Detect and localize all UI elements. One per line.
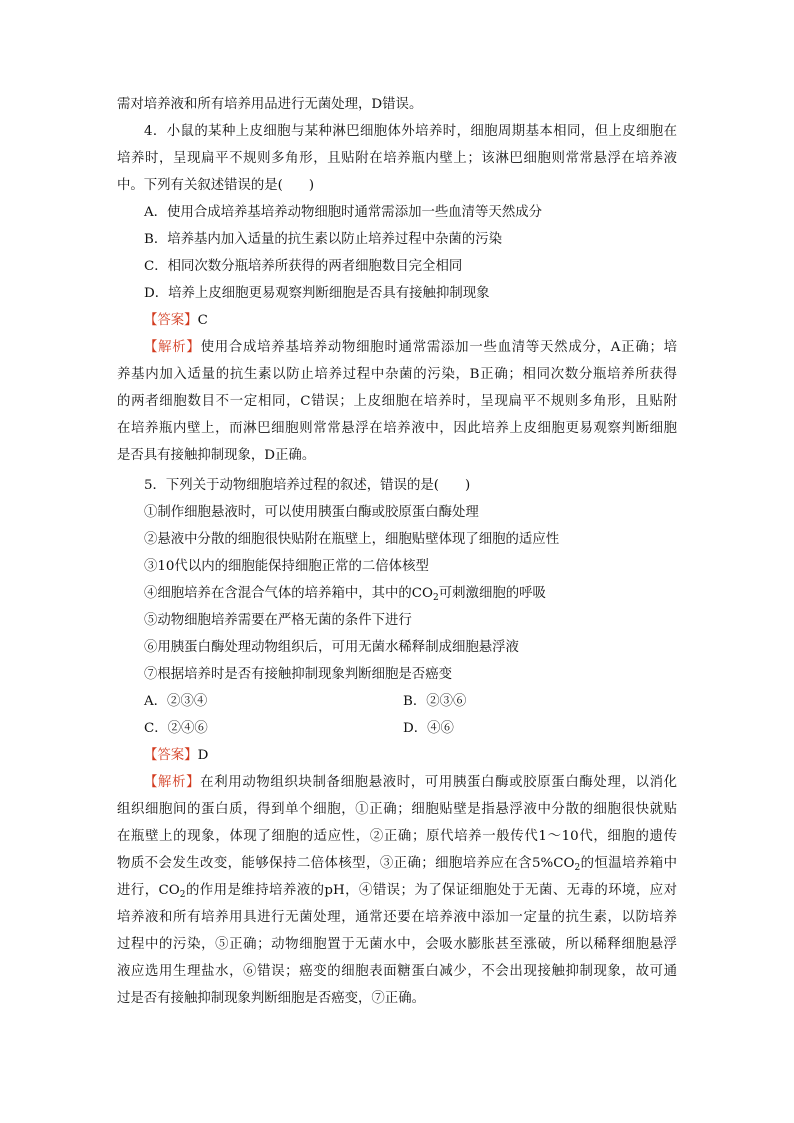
q5-item-3: ③10代以内的细胞能保持细胞正常的二倍体核型 [144, 559, 429, 574]
analysis-tag: 【解析】 [144, 775, 201, 790]
q5-analysis-line-9: 过是否有接触抑制现象判断细胞是否癌变，⑦正确。 [117, 991, 425, 1006]
q4-analysis-line-5: 是否具有接触抑制现象，D正确。 [117, 448, 316, 463]
answer-value: C [197, 313, 208, 328]
q5-analysis-line-6: 培养液和所有培养用具进行无菌处理，通常还要在培养液中添加一定量的抗生素，以防培养 [117, 910, 677, 925]
q4-stem-line-3: 中。下列有关叙述错误的是( ) [117, 178, 315, 193]
q4-answer [144, 312, 208, 330]
q4-analysis-line-4: 在培养瓶内壁上，而淋巴细胞则常常悬浮在培养液中，因此培养上皮细胞更易观察判断细胞 [117, 421, 677, 436]
q5-item-1: ①制作细胞悬液时，可以使用胰蛋白酶或胶原蛋白酶处理 [144, 505, 479, 520]
q5-analysis-line-3: 在瓶壁上的现象，体现了细胞的适应性，②正确；原代培养一般传代1～10代，细胞的遗传 [117, 829, 677, 844]
q5-analysis-line-8: 液应选用生理盐水，⑥错误；癌变的细胞表面糖蛋白减少，不会出现接触抑制现象，故可通 [117, 964, 677, 979]
answer-tag: 【答案】 [144, 313, 198, 328]
q5-analysis-line-2: 组织细胞间的蛋白质，得到单个细胞，①正确；细胞贴壁是指悬浮液中分散的细胞很快就贴 [117, 802, 677, 817]
q5-analysis-line-1: 【解析】在利用动物组织块制备细胞悬液时，可用胰蛋白酶或胶原蛋白酶处理，以消化 [144, 775, 678, 790]
q5-item-6: ⑥用胰蛋白酶处理动物组织后，可用无菌水稀释制成细胞悬浮液 [144, 640, 519, 655]
q5-item-7: ⑦根据培养时是否有接触抑制现象判断细胞是否癌变 [144, 667, 452, 682]
carryover-line: 需对培养液和所有培养用品进行无菌处理，D错误。 [117, 97, 423, 112]
q5-item-2: ②悬液中分散的细胞很快贴附在瓶壁上，细胞贴壁体现了细胞的适应性 [144, 532, 560, 547]
q5-answer [144, 747, 208, 765]
q4-analysis-line-3: 的两者细胞数目不一定相同，C错误；上皮细胞在培养时，呈现扁平不规则多角形，且贴附 [117, 394, 677, 409]
answer-tag: 【答案】 [144, 748, 198, 763]
q5-option-b: B．②③⑥ [403, 694, 467, 709]
q4-option-d: D．培养上皮细胞更易观察判断细胞是否具有接触抑制现象 [144, 286, 490, 301]
q4-analysis-line-1: 【解析】使用合成培养基培养动物细胞时通常需添加一些血清等天然成分，A正确；培 [144, 340, 677, 355]
q5-analysis-line-4: 物质不会发生改变，能够保持二倍体核型，③正确；细胞培养应在含$5\%CO_2$的恒温培养箱中 [117, 856, 677, 873]
q5-item-5: ⑤动物细胞培养需要在严格无菌的条件下进行 [144, 613, 412, 628]
q5-analysis-line-7: 过程中的污染，⑤正确；动物细胞置于无菌水中，会吸水膨胀甚至涨破，所以稀释细胞悬浮 [117, 937, 677, 952]
q5-analysis-line-5: 进行，$CO_2$的作用是维持培养液的pH，④错误；为了保证细胞处于无菌、无毒的环境，应对 [117, 883, 677, 900]
q5-option-c: C．②④⑥ [144, 721, 208, 736]
answer-value: D [197, 748, 209, 763]
q4-stem-line-2: 培养时，呈现扁平不规则多角形，且贴附在培养瓶内壁上；该淋巴细胞则常常悬浮在培养液 [117, 151, 677, 166]
q5-item-4: ④细胞培养在含混合气体的培养箱中，其中的$CO_2$可刺激细胞的呼吸 [144, 586, 546, 603]
q5-option-d: D．④⑥ [403, 721, 454, 736]
q4-analysis-line-2: 养基内加入适量的抗生素以防止培养过程中杂菌的污染，B正确；相同次数分瓶培养所获得 [117, 367, 677, 382]
analysis-tag: 【解析】 [144, 340, 201, 355]
q4-stem-line-1: 4．小鼠的某种上皮细胞与某种淋巴细胞体外培养时，细胞周期基本相同，但上皮细胞在 [144, 124, 677, 139]
q4-option-a: A．使用合成培养基培养动物细胞时通常需添加一些血清等天然成分 [144, 205, 542, 220]
q5-stem: 5．下列关于动物细胞培养过程的叙述，错误的是( ) [144, 478, 471, 493]
q4-option-c: C．相同次数分瓶培养所获得的两者细胞数目完全相同 [144, 259, 463, 274]
q5-option-a: A．②③④ [144, 694, 208, 709]
q4-option-b: B．培养基内加入适量的抗生素以防止培养过程中杂菌的污染 [144, 232, 502, 247]
